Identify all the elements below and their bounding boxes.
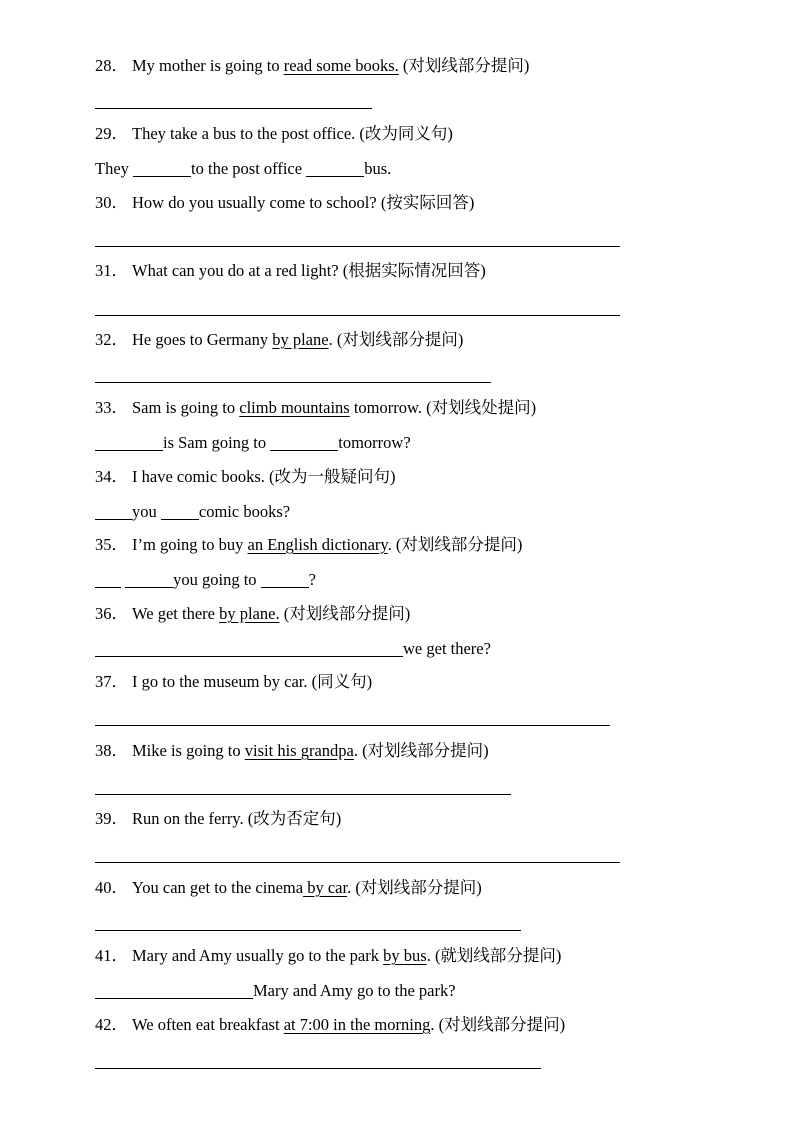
answer-line-28[interactable]: [95, 108, 372, 109]
answer-line-39[interactable]: [95, 862, 620, 863]
answer-line-30[interactable]: [95, 246, 620, 247]
answer-blank[interactable]: [95, 982, 253, 999]
question-42: 42． We often eat breakfast at 7:00 in the morning. (对划线部分提问): [95, 1015, 566, 1034]
question-35: 35． I’m going to buy an English dictionary. (对划线部分提问): [95, 535, 523, 554]
answer-line-40[interactable]: [95, 930, 521, 931]
underlined-phrase: at 7:00 in the morning: [283, 1015, 431, 1034]
answer-blank[interactable]: [95, 640, 403, 657]
rewrite-line-34: you comic books?: [95, 502, 290, 522]
underlined-phrase: climb mountains: [239, 398, 350, 417]
question-33: 33． Sam is going to climb mountains tomorrow. (对划线处提问): [95, 398, 537, 417]
question-36: 36． We get there by plane. (对划线部分提问): [95, 604, 411, 623]
answer-blank[interactable]: [261, 571, 309, 588]
rewrite-line-35: you going to ?: [95, 570, 316, 590]
rewrite-line-41: Mary and Amy go to the park?: [95, 981, 456, 1001]
question-41: 41． Mary and Amy usually go to the park by bus. (就划线部分提问): [95, 946, 562, 965]
answer-line-37[interactable]: [95, 725, 610, 726]
question-28: 28． My mother is going to read some books. (对划线部分提问): [95, 56, 530, 75]
answer-blank[interactable]: [133, 160, 191, 177]
underlined-phrase: read some books.: [283, 56, 399, 75]
answer-blank[interactable]: [95, 434, 163, 451]
question-38: 38． Mike is going to visit his grandpa. (对划线部分提问): [95, 741, 489, 760]
question-30: 30． How do you usually come to school? (按实际回答): [95, 193, 475, 212]
question-37: 37． I go to the museum by car. (同义句): [95, 672, 373, 691]
question-29: 29． They take a bus to the post office. (改为同义句): [95, 124, 453, 143]
underlined-phrase: visit his grandpa: [244, 741, 354, 760]
rewrite-line-33: is Sam going to tomorrow?: [95, 433, 411, 453]
question-31: 31． What can you do at a red light? (根据实际情况回答): [95, 261, 486, 280]
underlined-phrase: by plane.: [219, 604, 280, 623]
answer-blank[interactable]: [95, 571, 121, 588]
answer-line-42[interactable]: [95, 1068, 541, 1069]
underlined-phrase: an English dictionary: [247, 535, 388, 554]
answer-line-32[interactable]: [95, 382, 491, 383]
answer-blank[interactable]: [161, 503, 199, 520]
question-34: 34． I have comic books. (改为一般疑问句): [95, 467, 396, 486]
answer-blank[interactable]: [95, 503, 132, 520]
answer-line-31[interactable]: [95, 315, 620, 316]
question-39: 39． Run on the ferry. (改为否定句): [95, 809, 342, 828]
question-32: 32． He goes to Germany by plane. (对划线部分提问): [95, 330, 464, 349]
underlined-phrase: by plane: [272, 330, 329, 349]
question-40: 40． You can get to the cinema by car. (对划线部分提问): [95, 878, 482, 897]
answer-blank[interactable]: [270, 434, 338, 451]
answer-line-38[interactable]: [95, 794, 511, 795]
answer-blank[interactable]: [306, 160, 364, 177]
underlined-phrase: by bus: [383, 946, 427, 965]
rewrite-line-36: we get there?: [95, 639, 491, 659]
underlined-phrase: by car: [303, 878, 348, 897]
answer-blank[interactable]: [125, 571, 173, 588]
rewrite-line-29: They to the post office bus.: [95, 159, 392, 178]
